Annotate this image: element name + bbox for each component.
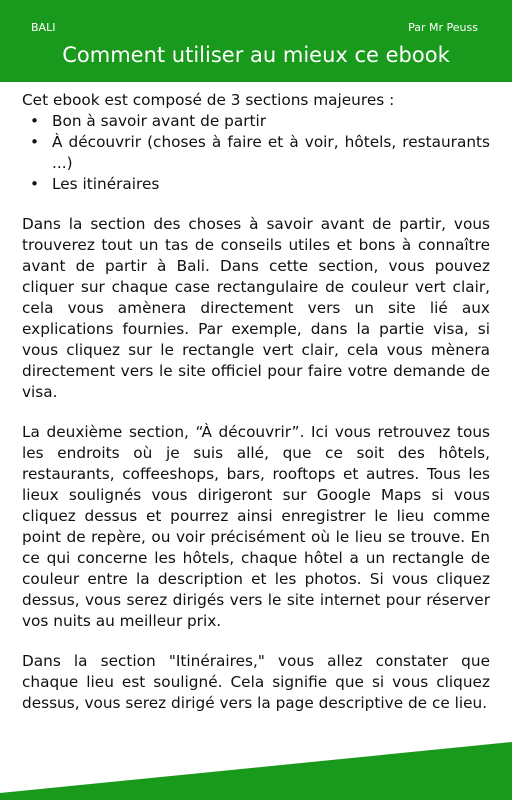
header-banner: [0, 0, 512, 82]
page-content: [22, 90, 490, 733]
list-item: • Bon à savoir avant de partir: [52, 111, 490, 132]
author-label: Par Mr Peuss: [408, 21, 478, 34]
intro-text: Cet ebook est composé de 3 sections majeures :: [22, 91, 395, 109]
footer-green-band: [0, 740, 512, 800]
paragraph-itineraries: Dans la section "Itinéraires," vous allez constater que chaque lieu est souligné. Cela signifie que si vous cliquez dessus, vous serez dirigé vers la page descriptive de ce lieu.: [22, 652, 490, 712]
paragraph-discover: La deuxième section, “À découvrir”. Ici vous retrouvez tous les endroits où je suis allé, que ce soit des hôtels, restaurants, coffeeshops, bars, rooftops et autres. Tous les lieux soulignés vous dirigeront sur Google Maps si vous cliquez dessus et pourrez ainsi enregistrer le lieu comme point de repère, ou voir précisément où le lieu se trouve. En ce qui concerne les hôtels, chaque hôtel a un rectangle de couleur entre la description et les photos. Si vous cliquez dessus, vous serez dirigés vers le site internet pour réserver vos nuits au meilleur prix.: [22, 423, 490, 630]
list-item: • Les itinéraires: [52, 174, 490, 195]
list-item: • À découvrir (choses à faire et à voir, hôtels, restaurants ...): [52, 132, 490, 174]
book-location-label: BALI: [31, 21, 56, 34]
page-title: Comment utiliser au mieux ce ebook: [62, 43, 450, 67]
paragraph-before-leaving: Dans la section des choses à savoir avant de partir, vous trouverez tout un tas de conseils utiles et bons à connaître avant de partir à Bali. Dans cette section, vous pouvez cliquer sur chaque case rectangulaire de couleur vert clair, cela vous amènera directement vers un site lié aux explications fournies. Par exemple, dans la partie visa, si vous cliquez sur le rectangle vert clair, cela vous mènera directement vers le site officiel pour faire votre demande de visa.: [22, 215, 490, 401]
sections-list: [22, 111, 490, 195]
